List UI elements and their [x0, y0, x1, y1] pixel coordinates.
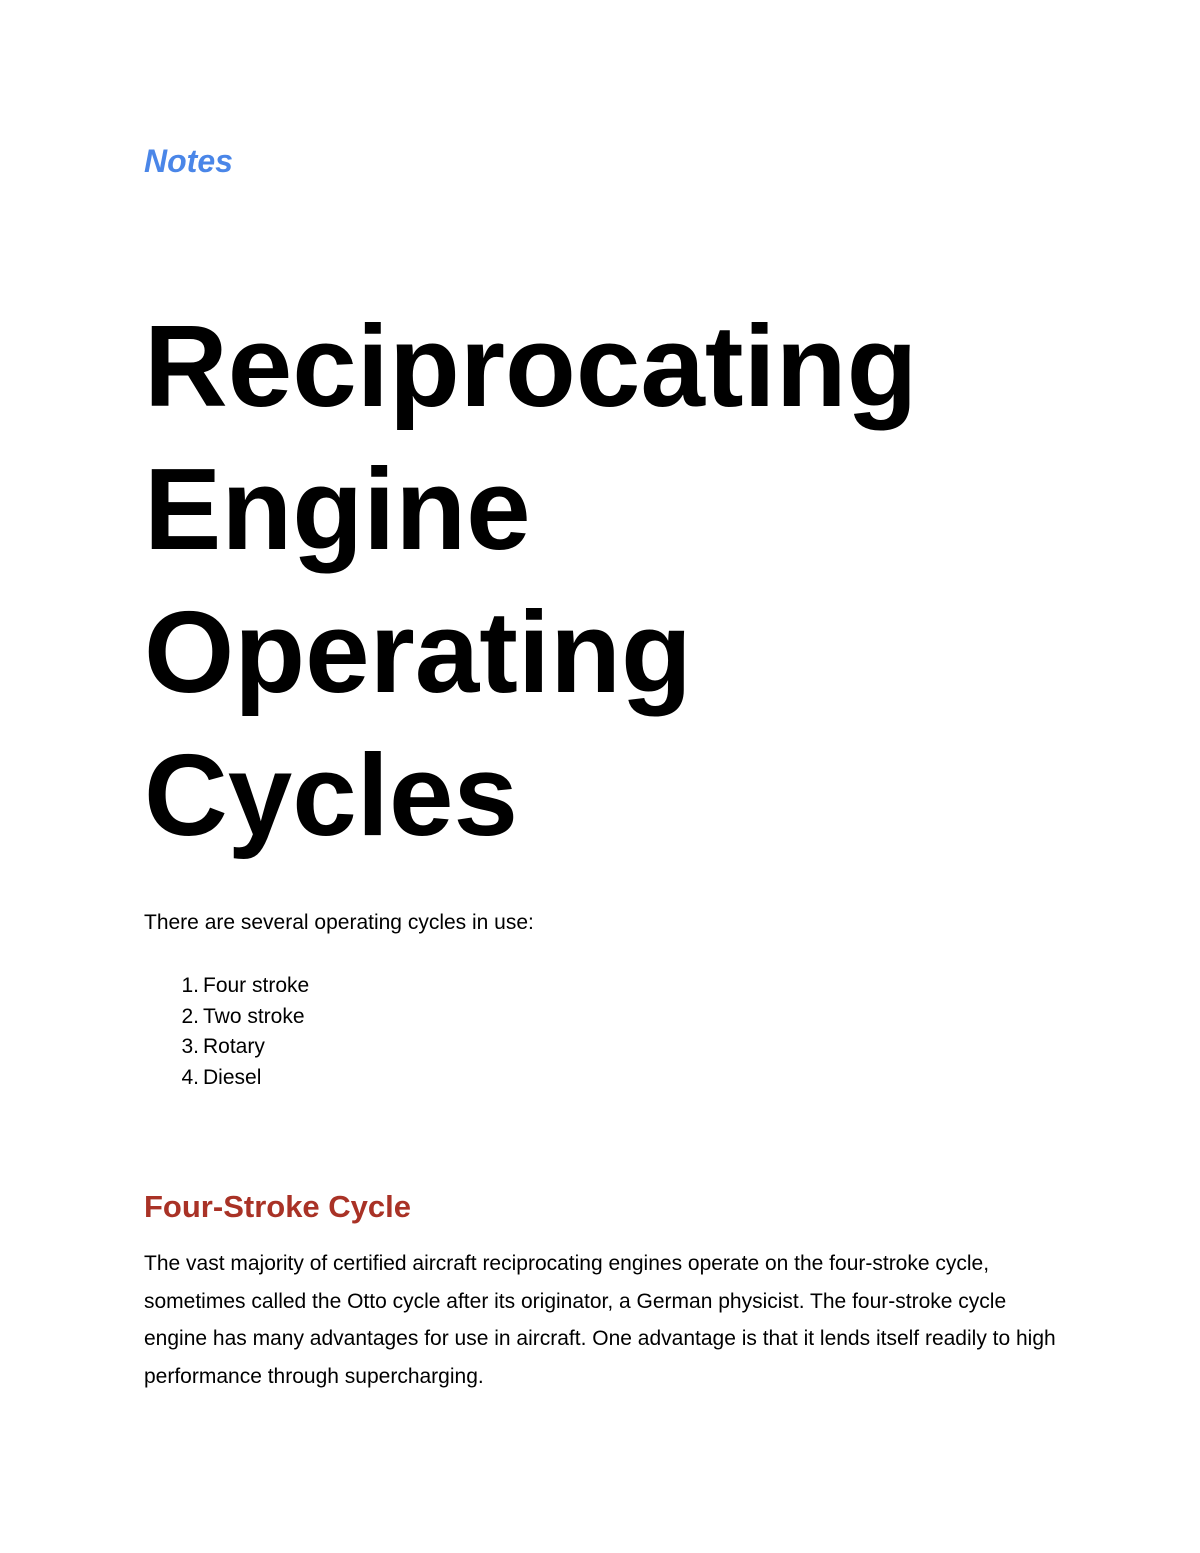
section-paragraph: The vast majority of certified aircraft reciprocating engines operate on the four-stroke cycle, sometimes called the Otto cycle after its originator, a German physicist. The four-stroke cycle engine has many advantages for use in aircraft. One advantage is that it lends itself readily to high performance through supercharging. — [144, 1252, 1056, 1388]
list-item-number: 3. — [181, 1035, 199, 1058]
list-item-number: 1. — [181, 974, 199, 997]
page-title-line: Reciprocating — [144, 301, 918, 431]
list-item-label: Diesel — [203, 1065, 262, 1089]
list-item-number: 4. — [181, 1065, 199, 1089]
list-item — [144, 1063, 309, 1094]
list-item-number: 2. — [181, 1004, 199, 1028]
cycle-list — [144, 971, 309, 1093]
page-title — [144, 295, 1044, 867]
list-item — [144, 971, 309, 1002]
section-heading: Four-Stroke Cycle — [144, 1189, 412, 1224]
page-title-line: Operating — [144, 587, 692, 717]
list-item-label: Rotary — [203, 1035, 265, 1058]
list-item — [144, 1032, 309, 1063]
notes-label: Notes — [144, 143, 233, 179]
intro-text: There are several operating cycles in use: — [144, 911, 534, 934]
list-item — [144, 1002, 309, 1033]
list-item-label: Two stroke — [203, 1004, 305, 1028]
page-title-line: Cycles — [144, 730, 519, 860]
page-title-line: Engine — [144, 444, 531, 574]
list-item-label: Four stroke — [203, 974, 310, 997]
